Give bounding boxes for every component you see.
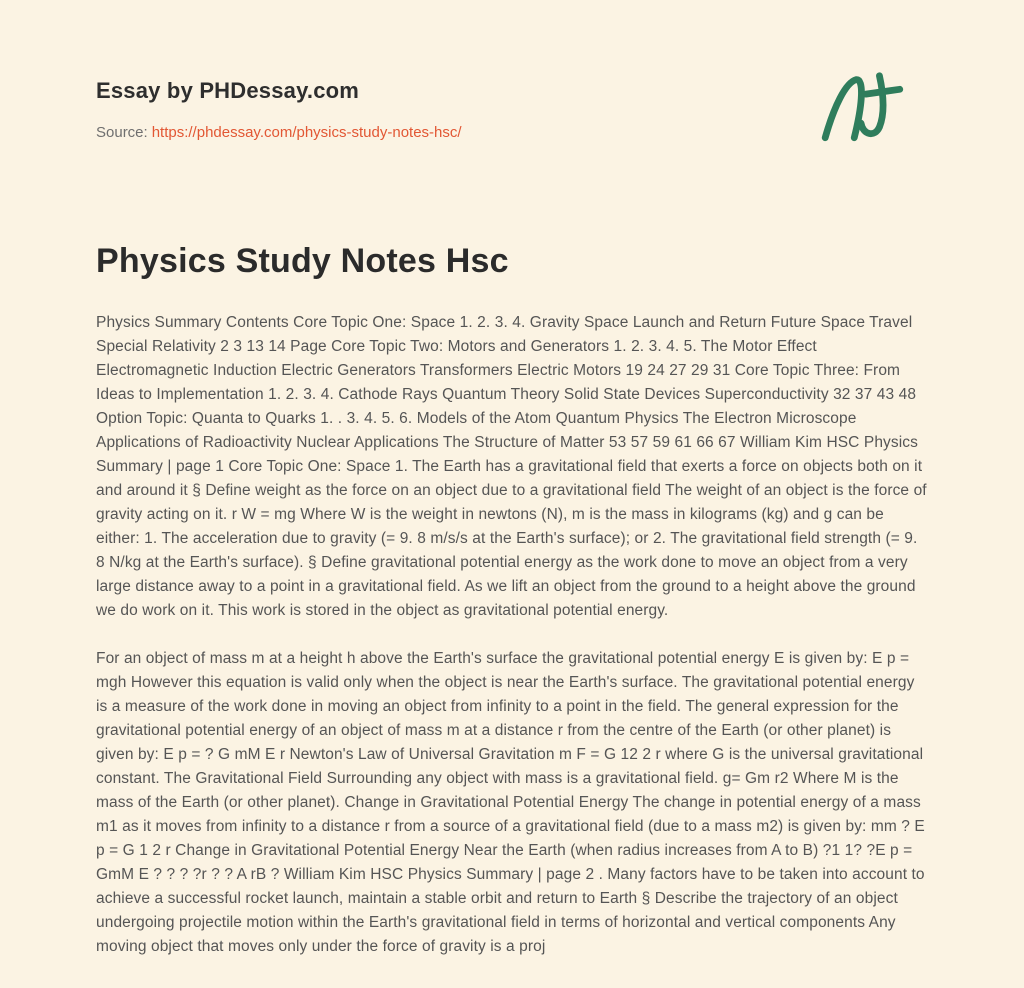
essay-body <box>96 311 930 959</box>
page-header <box>96 72 928 160</box>
source-line <box>96 124 462 141</box>
source-label: Source: <box>96 124 148 141</box>
brand-title: Essay by PHDessay.com <box>96 78 360 103</box>
source-url-link[interactable]: https://phdessay.com/physics-study-notes-hsc/ <box>151 124 462 141</box>
essay-paragraph: Physics Summary Contents Core Topic One: Space 1. 2. 3. 4. Gravity Space Launch and Return Future Space Travel Special Relativity 2 3 13 14 Page Core Topic Two: Motors and Generators 1. 2. 3. 4. 5. The Motor Effect Electromagnetic Induction Electric Generators Transformers Electric Motors 19 24 27 29 31 Core Topic Three: From Ideas to Implementation 1. 2. 3. 4. Cathode Rays Quantum Theory Solid State Devices Superconductivity 32 37 43 48 Option Topic: Quanta to Quarks 1. . 3. 4. 5. 6. Models of the Atom Quantum Physics The Electron Microscope Applications of Radioactivity Nuclear Applications The Structure of Matter 53 57 59 61 66 67 William Kim HSC Physics Summary | page 1 Core Topic One: Space 1. The Earth has a gravitational field that exerts a force on objects both on it and around it § Define weight as the force on an object due to a gravitational field The weight of an object is the force of gravity acting on it. r W = mg Where W is the weight in newtons (N), m is the mass in kilograms (kg) and g can be either: 1. The acceleration due to gravity (= 9. 8 m/s/s at the Earth's surface); or 2. The gravitational field strength (= 9. 8 N/kg at the Earth's surface). § Define gravitational potential energy as the work done to move an object from a very large distance away to a point in a gravitational field. As we lift an object from the ground to a height above the ground we do work on it. This work is stored in the object as gravitational potential energy. <box>96 314 927 619</box>
essay-paragraph: For an object of mass m at a height h above the Earth's surface the gravitational potential energy E is given by: E p = mgh However this equation is valid only when the object is near the Earth's surface. The gravitational potential energy is a measure of the work done in moving an object from infinity to a point in the field. The general expression for the gravitational potential energy of an object of mass m at a distance r from the centre of the Earth (or other planet) is given by: E p = ? G mM E r Newton's Law of Universal Gravitation m F = G 12 2 r where G is the universal gravitational constant. The Gravitational Field Surrounding any object with mass is a gravitational field. g= Gm r2 Where M is the mass of the Earth (or other planet). Change in Gravitational Potential Energy The change in potential energy of a mass m1 as it moves from infinity to a distance r from a source of a gravitational field (due to a mass m2) is given by: mm ? E p = G 1 2 r Change in Gravitational Potential Energy Near the Earth (when radius increases from A to B) ?1 1? ?E p = GmM E ? ? ? ?r ? ? A rB ? William Kim HSC Physics Summary | page 2 . Many factors have to be taken into account to achieve a successful rocket launch, maintain a stable orbit and return to Earth § Describe the trajectory of an object undergoing projectile motion within the Earth's gravitational field in terms of horizontal and vertical components Any moving object that moves only under the force of gravity is a proj <box>96 650 925 955</box>
header-left <box>96 72 462 141</box>
aplus-logo-icon <box>818 68 906 160</box>
essay-title: Physics Study Notes Hsc <box>96 242 509 280</box>
